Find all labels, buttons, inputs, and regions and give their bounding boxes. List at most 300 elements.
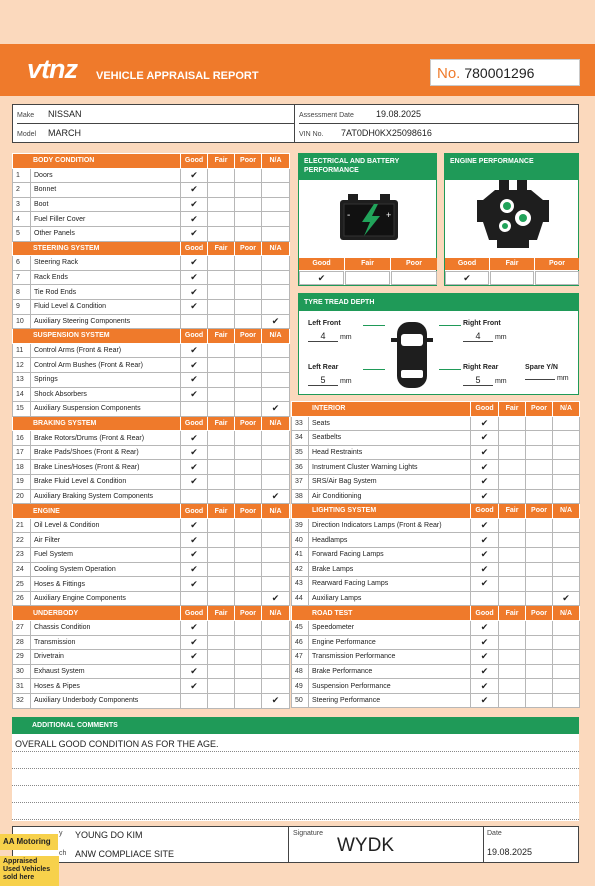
rating-cell-na [553, 679, 580, 694]
item-number: 14 [13, 387, 31, 402]
rating-header-poor: Poor [235, 241, 262, 256]
rating-header-good: Good [181, 504, 208, 519]
right-front-value: 4 [463, 331, 493, 342]
item-label: Exhaust System [31, 664, 181, 679]
item-label: Auxiliary Steering Components [31, 314, 181, 329]
svg-text:+: + [386, 210, 392, 220]
rating-header-fair: Fair [208, 154, 235, 169]
item-number: 18 [13, 460, 31, 475]
rating-cell-na [553, 693, 580, 708]
rating-header-fair: Fair [208, 241, 235, 256]
table-row [292, 431, 580, 446]
rating-header-poor: Poor [526, 606, 553, 621]
engine-fair-box [490, 271, 534, 285]
rating-cell-good [181, 402, 208, 417]
item-number: 38 [292, 489, 309, 504]
rating-cell-poor [235, 533, 262, 548]
rating-cell-fair [208, 372, 235, 387]
section-header [292, 606, 580, 621]
rating-cell-fair [499, 562, 526, 577]
rating-cell-good: ✔ [181, 562, 208, 577]
report-number: 780001296 [464, 65, 535, 81]
rating-cell-fair [208, 664, 235, 679]
rating-cell-na [553, 431, 580, 446]
item-number: 20 [13, 489, 31, 504]
rating-cell-poor [235, 562, 262, 577]
item-label: Fuel Filler Cover [31, 212, 181, 227]
rating-cell-fair [208, 343, 235, 358]
rating-cell-na [553, 489, 580, 504]
rating-cell-na [553, 547, 580, 562]
item-number: 31 [13, 679, 31, 694]
table-row [13, 402, 290, 417]
item-number: 37 [292, 474, 309, 489]
rating-cell-fair [208, 358, 235, 373]
rating-header-fair: Fair [208, 504, 235, 519]
rating-cell-poor [235, 372, 262, 387]
table-row [292, 635, 580, 650]
rating-cell-na [262, 518, 290, 533]
item-label: Control Arms (Front & Rear) [31, 343, 181, 358]
rating-cell-na [262, 650, 290, 665]
item-label: Instrument Cluster Warning Lights [309, 460, 471, 475]
rating-header-good: Good [181, 606, 208, 621]
vin-value: 7AT0DH0KX25098616 [341, 128, 432, 138]
section-header [13, 606, 290, 621]
item-label: Seatbelts [309, 431, 471, 446]
rating-cell-fair [499, 620, 526, 635]
rating-cell-na [262, 562, 290, 577]
item-number: 47 [292, 650, 309, 665]
rating-cell-poor [526, 474, 553, 489]
item-number: 45 [292, 620, 309, 635]
item-number: 11 [13, 343, 31, 358]
table-row [13, 635, 290, 650]
table-row [292, 664, 580, 679]
rating-cell-good: ✔ [471, 650, 499, 665]
section-header [13, 504, 290, 519]
report-number-label: No. [437, 65, 461, 82]
rating-cell-na: ✔ [553, 591, 580, 606]
comments-title: ADDITIONAL COMMENTS [12, 717, 579, 734]
left-rear-value: 5 [308, 375, 338, 386]
rating-cell-good: ✔ [471, 533, 499, 548]
item-label: Brake Rotors/Drums (Front & Rear) [31, 431, 181, 446]
rating-cell-poor [526, 693, 553, 708]
rating-cell-na [262, 285, 290, 300]
table-row [13, 358, 290, 373]
item-number: 32 [13, 693, 31, 708]
item-label: Air Conditioning [309, 489, 471, 504]
rating-cell-na [262, 299, 290, 314]
item-label: Auxiliary Engine Components [31, 591, 181, 606]
section-header [13, 241, 290, 256]
rating-cell-fair [499, 474, 526, 489]
rating-cell-na [262, 577, 290, 592]
battery-icon [334, 188, 404, 244]
rating-cell-fair [208, 314, 235, 329]
table-row [292, 474, 580, 489]
rating-cell-na [262, 621, 290, 636]
rating-cell-fair [208, 693, 235, 708]
rating-header-na: N/A [262, 504, 290, 519]
rating-cell-poor [235, 212, 262, 227]
rating-cell-poor [235, 387, 262, 402]
rating-cell-good: ✔ [181, 197, 208, 212]
rating-cell-good: ✔ [471, 664, 499, 679]
table-row [13, 664, 290, 679]
rating-cell-fair [208, 518, 235, 533]
rating-cell-good: ✔ [471, 577, 499, 592]
rating-cell-good [181, 591, 208, 606]
rating-header-poor: Poor [235, 606, 262, 621]
section-title: BODY CONDITION [13, 154, 181, 169]
rating-cell-poor [526, 460, 553, 475]
rating-cell-na [553, 416, 580, 431]
rating-cell-fair [499, 547, 526, 562]
table-row [13, 679, 290, 694]
item-label: Fluid Level & Condition [31, 299, 181, 314]
item-number: 49 [292, 679, 309, 694]
rating-header-na: N/A [262, 416, 290, 431]
table-row [13, 343, 290, 358]
rating-cell-na [262, 270, 290, 285]
rating-header-na: N/A [553, 606, 580, 621]
rating-cell-good: ✔ [471, 474, 499, 489]
electrical-panel: ELECTRICAL AND BATTERY PERFORMANCE - + Good Fair Poor ✔ [298, 153, 437, 286]
rating-header-fair: Fair [208, 606, 235, 621]
date-value: 19.08.2025 [376, 109, 422, 119]
item-number: 1 [13, 168, 31, 183]
rating-cell-fair [499, 577, 526, 592]
rating-cell-poor [526, 547, 553, 562]
rating-cell-na [262, 664, 290, 679]
rating-cell-poor [235, 197, 262, 212]
item-label: Brake Lamps [309, 562, 471, 577]
rating-cell-na [262, 343, 290, 358]
item-label: Seats [309, 416, 471, 431]
rating-cell-good: ✔ [181, 226, 208, 241]
rating-cell-poor [235, 445, 262, 460]
rating-cell-poor [526, 562, 553, 577]
rating-header-poor: Poor [235, 504, 262, 519]
item-number: 3 [13, 197, 31, 212]
rating-cell-poor [235, 343, 262, 358]
rating-cell-fair [208, 577, 235, 592]
item-label: Springs [31, 372, 181, 387]
rating-cell-fair [208, 402, 235, 417]
rating-cell-na [262, 256, 290, 271]
rating-cell-fair [208, 197, 235, 212]
rating-cell-fair [499, 635, 526, 650]
rating-cell-good: ✔ [181, 358, 208, 373]
item-label: Brake Pads/Shoes (Front & Rear) [31, 445, 181, 460]
rating-header-poor: Poor [235, 416, 262, 431]
left-front-label: Left Front [308, 320, 341, 327]
section-title: INTERIOR [292, 402, 471, 417]
item-number: 40 [292, 533, 309, 548]
rating-cell-poor [235, 650, 262, 665]
table-row [13, 372, 290, 387]
rating-cell-fair [499, 460, 526, 475]
rating-cell-na [553, 650, 580, 665]
table-row [13, 256, 290, 271]
rating-cell-poor [526, 650, 553, 665]
rating-cell-poor [235, 577, 262, 592]
rating-cell-good: ✔ [181, 475, 208, 490]
section-header [292, 504, 580, 519]
table-row [292, 460, 580, 475]
table-row [13, 533, 290, 548]
rating-cell-poor [235, 285, 262, 300]
rating-cell-fair [499, 489, 526, 504]
rating-cell-good: ✔ [471, 620, 499, 635]
item-number: 48 [292, 664, 309, 679]
item-number: 19 [13, 475, 31, 490]
item-label: Forward Facing Lamps [309, 547, 471, 562]
electrical-fair-box [345, 271, 390, 285]
report-title: VEHICLE APPRAISAL REPORT [96, 70, 259, 82]
rating-cell-good: ✔ [471, 518, 499, 533]
signoff-section: y YOUNG DO KIM ch ANW COMPLIACE SITE Signature WYDK Date 19.08.2025 [12, 826, 579, 863]
rating-cell-na [262, 358, 290, 373]
rating-cell-good: ✔ [181, 343, 208, 358]
rating-cell-fair [208, 475, 235, 490]
rating-cell-poor [526, 489, 553, 504]
item-number: 2 [13, 183, 31, 198]
rating-cell-na [262, 197, 290, 212]
rating-cell-fair [208, 591, 235, 606]
appraisal-site: ANW COMPLIACE SITE [75, 849, 175, 859]
section-title: BRAKING SYSTEM [13, 416, 181, 431]
rating-cell-fair [499, 650, 526, 665]
table-row [13, 591, 290, 606]
aa-motoring-logo: AA Motoring [0, 834, 58, 850]
table-row [292, 533, 580, 548]
item-number: 39 [292, 518, 309, 533]
rating-cell-poor [235, 664, 262, 679]
rating-cell-fair [499, 445, 526, 460]
item-number: 7 [13, 270, 31, 285]
item-label: Control Arm Bushes (Front & Rear) [31, 358, 181, 373]
item-label: Direction Indicators Lamps (Front & Rear) [309, 518, 471, 533]
item-label: Boot [31, 197, 181, 212]
rating-header-poor: Poor [235, 329, 262, 344]
rating-cell-poor [526, 635, 553, 650]
table-row [13, 299, 290, 314]
rating-cell-good: ✔ [181, 431, 208, 446]
signoff-date: 19.08.2025 [487, 847, 533, 857]
rating-header-good: Good [181, 241, 208, 256]
rating-cell-poor [526, 591, 553, 606]
rating-cell-na [262, 183, 290, 198]
right-rear-label: Right Rear [463, 364, 499, 371]
item-number: 34 [292, 431, 309, 446]
item-number: 15 [13, 402, 31, 417]
rating-cell-poor [235, 548, 262, 563]
item-number: 28 [13, 635, 31, 650]
item-label: Steering Performance [309, 693, 471, 708]
rating-cell-na: ✔ [262, 402, 290, 417]
rating-cell-na [262, 445, 290, 460]
spare-value [525, 379, 555, 380]
vtnz-logo: vtnz [27, 54, 77, 84]
rating-cell-good [181, 314, 208, 329]
rating-cell-good: ✔ [181, 533, 208, 548]
rating-cell-good: ✔ [181, 270, 208, 285]
rear-right-arrow [439, 369, 461, 370]
rating-cell-good: ✔ [181, 256, 208, 271]
rating-cell-na [553, 533, 580, 548]
rating-cell-good: ✔ [471, 431, 499, 446]
rating-header-fair: Fair [499, 402, 526, 417]
rating-cell-poor [526, 518, 553, 533]
table-row [13, 431, 290, 446]
electrical-poor-box [391, 271, 437, 285]
rating-cell-poor [235, 621, 262, 636]
rating-cell-good: ✔ [181, 518, 208, 533]
rating-cell-poor [235, 358, 262, 373]
rating-cell-na: ✔ [262, 591, 290, 606]
rating-cell-good: ✔ [471, 635, 499, 650]
table-row [13, 621, 290, 636]
table-row [292, 489, 580, 504]
item-label: Air Filter [31, 533, 181, 548]
engine-performance-title: ENGINE PERFORMANCE [445, 154, 578, 180]
rating-cell-good [181, 693, 208, 708]
rating-cell-na [262, 372, 290, 387]
rating-cell-good: ✔ [181, 679, 208, 694]
item-number: 17 [13, 445, 31, 460]
item-label: Doors [31, 168, 181, 183]
rating-cell-na [262, 226, 290, 241]
rating-cell-fair [208, 212, 235, 227]
section-title: STEERING SYSTEM [13, 241, 181, 256]
item-label: Hoses & Fittings [31, 577, 181, 592]
rating-header-good: Good [181, 329, 208, 344]
item-number: 41 [292, 547, 309, 562]
item-number: 13 [13, 372, 31, 387]
rating-cell-fair [499, 431, 526, 446]
item-number: 27 [13, 621, 31, 636]
table-row [292, 693, 580, 708]
rating-cell-good: ✔ [471, 489, 499, 504]
rating-cell-good: ✔ [181, 650, 208, 665]
rating-cell-fair [499, 679, 526, 694]
rating-cell-good: ✔ [471, 460, 499, 475]
rating-cell-fair [208, 489, 235, 504]
item-label: Transmission Performance [309, 650, 471, 665]
table-row [292, 518, 580, 533]
rating-cell-good: ✔ [181, 548, 208, 563]
section-title: ROAD TEST [292, 606, 471, 621]
table-row [13, 197, 290, 212]
table-row [13, 460, 290, 475]
table-row [292, 591, 580, 606]
table-row [13, 562, 290, 577]
engine-poor-box [535, 271, 579, 285]
rating-header-na: N/A [553, 402, 580, 417]
item-label: Rearward Facing Lamps [309, 577, 471, 592]
rating-cell-na [262, 635, 290, 650]
item-label: Tie Rod Ends [31, 285, 181, 300]
section-header [13, 154, 290, 169]
rating-cell-fair [208, 562, 235, 577]
item-number: 16 [13, 431, 31, 446]
left-rear-label: Left Rear [308, 364, 339, 371]
tyre-tread-panel: TYRE TREAD DEPTH Left Front 4 mm Right Front 4 mm Left Rear 5 mm Right Rear 5 mm Spare Y/N mm [298, 293, 579, 395]
rating-cell-poor [526, 416, 553, 431]
item-number: 10 [13, 314, 31, 329]
rating-cell-fair [208, 226, 235, 241]
rating-cell-na [553, 445, 580, 460]
table-row [13, 548, 290, 563]
model-field: Model MARCH [17, 124, 295, 143]
table-row [292, 416, 580, 431]
rating-cell-na [553, 664, 580, 679]
vehicle-info [12, 104, 579, 143]
engine-icon [473, 178, 553, 254]
rating-header-fair: Fair [499, 504, 526, 519]
rating-cell-na [262, 387, 290, 402]
rating-header-good: Good [181, 154, 208, 169]
rating-cell-na [553, 635, 580, 650]
rating-cell-poor [526, 679, 553, 694]
item-number: 5 [13, 226, 31, 241]
item-number: 25 [13, 577, 31, 592]
table-row [292, 620, 580, 635]
rating-cell-fair [208, 635, 235, 650]
item-number: 21 [13, 518, 31, 533]
rating-header-poor: Poor [235, 154, 262, 169]
rating-cell-good [471, 591, 499, 606]
item-number: 4 [13, 212, 31, 227]
rating-cell-good: ✔ [181, 372, 208, 387]
item-number: 44 [292, 591, 309, 606]
rating-cell-poor [235, 693, 262, 708]
rating-cell-fair [499, 693, 526, 708]
rating-cell-na [553, 620, 580, 635]
table-row [292, 679, 580, 694]
rating-cell-poor [235, 226, 262, 241]
vin-field: VIN No. 7AT0DH0KX25098616 [299, 124, 579, 143]
rating-cell-good: ✔ [181, 577, 208, 592]
rating-cell-good: ✔ [181, 460, 208, 475]
rating-cell-poor [526, 533, 553, 548]
item-label: Transmission [31, 635, 181, 650]
signature: WYDK [337, 835, 394, 856]
rating-cell-na [553, 562, 580, 577]
rating-cell-fair [208, 650, 235, 665]
item-number: 12 [13, 358, 31, 373]
rating-cell-good [181, 489, 208, 504]
make-field: Make NISSAN [17, 105, 295, 124]
table-row [13, 387, 290, 402]
table-row [13, 489, 290, 504]
section-header [292, 402, 580, 417]
rating-cell-good: ✔ [471, 693, 499, 708]
table-row [292, 547, 580, 562]
rating-cell-fair [208, 533, 235, 548]
item-label: Engine Performance [309, 635, 471, 650]
rating-header-fair: Fair [208, 329, 235, 344]
rating-cell-fair [208, 168, 235, 183]
item-label: Cooling System Operation [31, 562, 181, 577]
table-row [13, 212, 290, 227]
section-title: UNDERBODY [13, 606, 181, 621]
engine-performance-panel: ENGINE PERFORMANCE Good Fair Poor ✔ [444, 153, 579, 286]
section-header [13, 416, 290, 431]
